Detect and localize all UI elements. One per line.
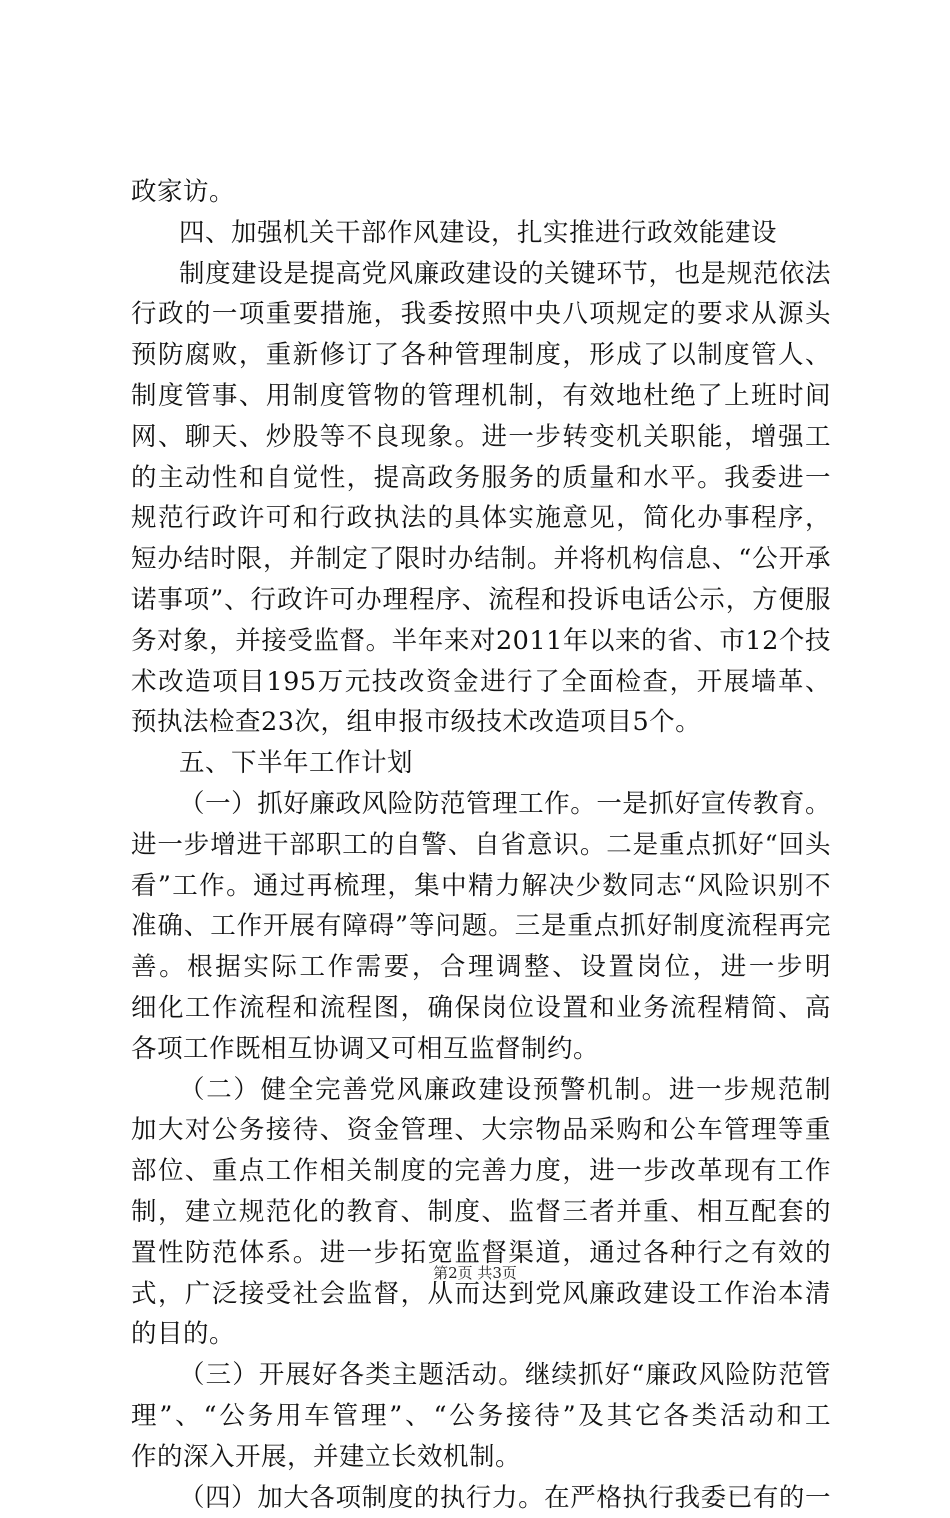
text-line: 规范行政许可和行政执法的具体实施意见，简化办事程序， [131,498,831,539]
text-line: 四、加强机关干部作风建设，扎实推进行政效能建设 [131,213,831,254]
text-line: 各项工作既相互协调又可相互监督制约。 [131,1029,831,1070]
text-line: 部位、重点工作相关制度的完善力度，进一步改革现有工作 [131,1151,831,1192]
text-line: 作的深入开展，并建立长效机制。 [131,1437,831,1478]
text-line: 制度管事、用制度管物的管理机制，有效地杜绝了上班时间 [131,376,831,417]
text-line: （二）健全完善党风廉政建设预警机制。进一步规范制 [131,1070,831,1111]
text-line: 制度建设是提高党风廉政建设的关键环节，也是规范依法 [131,254,831,295]
text-line: 务对象，并接受监督。半年来对2011年以来的省、市12个技 [131,621,831,662]
text-line: 短办结时限，并制定了限时办结制。并将机构信息、“公开承 [131,539,831,580]
document-body [131,172,831,1518]
text-line: 看”工作。通过再梳理，集中精力解决少数同志“风险识别不 [131,866,831,907]
text-line: 行政的一项重要措施，我委按照中央八项规定的要求从源头 [131,294,831,335]
text-line: 诺事项”、行政许可办理程序、流程和投诉电话公示，方便服 [131,580,831,621]
text-line: 细化工作流程和流程图，确保岗位设置和业务流程精简、高 [131,988,831,1029]
text-line: （三）开展好各类主题活动。继续抓好“廉政风险防范管 [131,1355,831,1396]
text-line: 进一步增进干部职工的自警、自省意识。二是重点抓好“回头 [131,825,831,866]
text-line: 的主动性和自觉性，提高政务服务的质量和水平。我委进一 [131,458,831,499]
text-line: 理”、“公务用车管理”、“公务接待”及其它各类活动和工 [131,1396,831,1437]
text-line: （一）抓好廉政风险防范管理工作。一是抓好宣传教育。 [131,784,831,825]
text-line: 置性防范体系。进一步拓宽监督渠道，通过各种行之有效的 [131,1233,831,1274]
text-line: 预防腐败，重新修订了各种管理制度，形成了以制度管人、 [131,335,831,376]
text-line: 的目的。 [131,1314,831,1355]
text-line: 准确、工作开展有障碍”等问题。三是重点抓好制度流程再完 [131,906,831,947]
text-line: 制，建立规范化的教育、制度、监督三者并重、相互配套的 [131,1192,831,1233]
text-line: 五、下半年工作计划 [131,743,831,784]
text-line: 善。根据实际工作需要，合理调整、设置岗位，进一步明 [131,947,831,988]
text-line: 加大对公务接待、资金管理、大宗物品采购和公车管理等重 [131,1110,831,1151]
text-line: 网、聊天、炒股等不良现象。进一步转变机关职能，增强工 [131,417,831,458]
text-line: 式，广泛接受社会监督，从而达到党风廉政建设工作治本清 [131,1274,831,1315]
page-footer: 第2页 共3页 [0,1262,950,1283]
text-line: 政家访。 [131,172,831,213]
text-line: （四）加大各项制度的执行力。在严格执行我委已有的一 [131,1478,831,1518]
text-line: 术改造项目195万元技改资金进行了全面检查，开展墙革、 [131,662,831,703]
text-line: 预执法检查23次，组申报市级技术改造项目5个。 [131,702,831,743]
